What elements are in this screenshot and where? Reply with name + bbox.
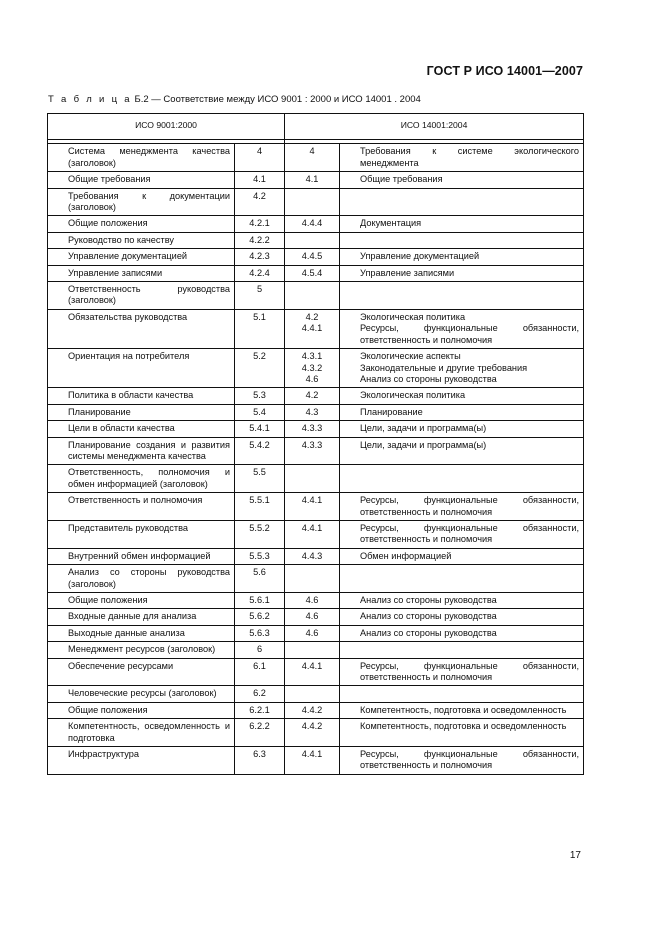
iso9001-title-cell: Политика в области качества: [48, 388, 235, 404]
iso14001-clause-cell: [285, 282, 340, 310]
iso9001-title-cell: Менеджмент ресурсов (заголовок): [48, 642, 235, 658]
iso9001-title-cell: Общие положения: [48, 702, 235, 718]
iso9001-title-cell: Инфраструктура: [48, 747, 235, 775]
iso9001-clause-cell: 4.2.1: [235, 216, 285, 232]
iso14001-clause-cell: 4.4.1: [285, 493, 340, 521]
iso14001-clause-cell: 4.4.4: [285, 216, 340, 232]
iso14001-clause-cell: 4.5.4: [285, 265, 340, 281]
iso9001-clause-cell: 6.3: [235, 747, 285, 775]
iso14001-title-cell: Цели, задачи и программа(ы): [340, 421, 584, 437]
iso9001-title-cell: Анализ со стороны руководства (заголовок): [48, 565, 235, 593]
iso14001-title-cell: Ресурсы, функциональные обязанности, ответственность и полномочия: [340, 520, 584, 548]
iso14001-clause-cell: 4.4.1: [285, 658, 340, 686]
table-row: [48, 465, 584, 493]
table-row: [48, 642, 584, 658]
iso9001-title-cell: Представитель руководства: [48, 520, 235, 548]
iso14001-title-cell: Планирование: [340, 404, 584, 420]
iso9001-clause-cell: 6.2.2: [235, 719, 285, 747]
iso14001-clause-cell: 4.1: [285, 172, 340, 188]
iso14001-title-cell: Требования к системе экологического менеджмента: [340, 144, 584, 172]
iso14001-title-cell: Экологические аспекты Законодательные и другие требования Анализ со стороны руководства: [340, 349, 584, 388]
table-row: [48, 437, 584, 465]
table-row: [48, 565, 584, 593]
iso9001-clause-cell: 6: [235, 642, 285, 658]
table-row: [48, 188, 584, 216]
document-header: ГОСТ Р ИСО 14001—2007: [426, 64, 583, 78]
iso9001-title-cell: Система менеджмента качества (заголовок): [48, 144, 235, 172]
table-row: [48, 658, 584, 686]
iso9001-clause-cell: 6.2.1: [235, 702, 285, 718]
iso9001-clause-cell: 5.2: [235, 349, 285, 388]
iso9001-clause-cell: 5.6.3: [235, 625, 285, 641]
iso9001-title-cell: Ориентация на потребителя: [48, 349, 235, 388]
iso9001-title-cell: Входные данные для анализа: [48, 609, 235, 625]
iso9001-clause-cell: 5.1: [235, 309, 285, 348]
table-header-row: [48, 114, 584, 140]
iso9001-title-cell: Управление записями: [48, 265, 235, 281]
iso9001-clause-cell: 6.2: [235, 686, 285, 702]
iso14001-clause-cell: 4.3.3: [285, 421, 340, 437]
iso14001-clause-cell: 4.6: [285, 593, 340, 609]
table-row: [48, 421, 584, 437]
iso14001-clause-cell: [285, 686, 340, 702]
iso9001-title-cell: Ответственность, полномочия и обмен информацией (заголовок): [48, 465, 235, 493]
table-row: [48, 609, 584, 625]
iso14001-clause-cell: 4.3.1 4.3.2 4.6: [285, 349, 340, 388]
table-caption: [48, 94, 421, 105]
iso9001-title-cell: Общие положения: [48, 593, 235, 609]
iso14001-title-cell: Цели, задачи и программа(ы): [340, 437, 584, 465]
table-row: [48, 548, 584, 564]
caption-label: Т а б л и ц а: [48, 94, 132, 105]
iso9001-clause-cell: 5.3: [235, 388, 285, 404]
table-row: [48, 232, 584, 248]
correspondence-table: [47, 113, 584, 775]
iso9001-title-cell: Планирование: [48, 404, 235, 420]
iso9001-clause-cell: 5.5.2: [235, 520, 285, 548]
iso9001-clause-cell: 4.2.4: [235, 265, 285, 281]
iso9001-clause-cell: 5.5.1: [235, 493, 285, 521]
iso9001-clause-cell: 5.4.2: [235, 437, 285, 465]
table-row: [48, 388, 584, 404]
iso14001-title-cell: Управление записями: [340, 265, 584, 281]
iso14001-title-cell: Анализ со стороны руководства: [340, 593, 584, 609]
table-row: [48, 747, 584, 775]
iso14001-title-cell: [340, 642, 584, 658]
iso9001-clause-cell: 4.2: [235, 188, 285, 216]
iso9001-clause-cell: 5.4.1: [235, 421, 285, 437]
iso14001-title-cell: Ресурсы, функциональные обязанности, ответственность и полномочия: [340, 747, 584, 775]
iso9001-title-cell: Планирование создания и развития системы менеджмента качества: [48, 437, 235, 465]
iso9001-title-cell: Выходные данные анализа: [48, 625, 235, 641]
iso14001-clause-cell: 4.2 4.4.1: [285, 309, 340, 348]
iso14001-clause-cell: 4.4.3: [285, 548, 340, 564]
table-body: [48, 144, 584, 774]
iso14001-clause-cell: 4.3: [285, 404, 340, 420]
iso9001-title-cell: Цели в области качества: [48, 421, 235, 437]
iso9001-title-cell: Обеспечение ресурсами: [48, 658, 235, 686]
iso9001-title-cell: Управление документацией: [48, 249, 235, 265]
table-row: [48, 625, 584, 641]
iso14001-title-cell: [340, 232, 584, 248]
iso9001-title-cell: Руководство по качеству: [48, 232, 235, 248]
table-row: [48, 593, 584, 609]
iso14001-title-cell: Анализ со стороны руководства: [340, 609, 584, 625]
iso9001-clause-cell: 5.5: [235, 465, 285, 493]
iso14001-title-cell: Анализ со стороны руководства: [340, 625, 584, 641]
iso14001-clause-cell: 4.6: [285, 625, 340, 641]
iso14001-title-cell: [340, 465, 584, 493]
iso9001-title-cell: Обязательства руководства: [48, 309, 235, 348]
iso14001-clause-cell: 4.3.3: [285, 437, 340, 465]
table-row: [48, 144, 584, 172]
iso14001-title-cell: [340, 282, 584, 310]
iso9001-clause-cell: 5.6.1: [235, 593, 285, 609]
iso9001-title-cell: Общие требования: [48, 172, 235, 188]
table-row: [48, 172, 584, 188]
iso9001-title-cell: Общие положения: [48, 216, 235, 232]
iso9001-clause-cell: 4: [235, 144, 285, 172]
table-row: [48, 249, 584, 265]
table-row: [48, 282, 584, 310]
page-number: 17: [569, 850, 581, 861]
iso9001-clause-cell: 5: [235, 282, 285, 310]
iso14001-title-cell: [340, 188, 584, 216]
iso14001-clause-cell: [285, 565, 340, 593]
table-row: [48, 216, 584, 232]
caption-text: — Соответствие между ИСО 9001 : 2000 и ИСО 14001 . 2004: [151, 94, 421, 105]
iso9001-title-cell: Ответственность руководства (заголовок): [48, 282, 235, 310]
iso14001-title-cell: Компетентность, подготовка и осведомленность: [340, 719, 584, 747]
table-row: [48, 349, 584, 388]
iso14001-clause-cell: 4: [285, 144, 340, 172]
iso14001-clause-cell: [285, 642, 340, 658]
column-header-iso14001: ИСО 14001:2004: [285, 114, 584, 140]
iso9001-title-cell: Человеческие ресурсы (заголовок): [48, 686, 235, 702]
iso14001-title-cell: Экологическая политика Ресурсы, функциональные обязанности, ответственность и полномочия: [340, 309, 584, 348]
iso9001-clause-cell: 5.6.2: [235, 609, 285, 625]
iso9001-title-cell: Внутренний обмен информацией: [48, 548, 235, 564]
caption-number: Б.2: [134, 94, 149, 105]
iso14001-title-cell: Ресурсы, функциональные обязанности, ответственность и полномочия: [340, 493, 584, 521]
table-row: [48, 520, 584, 548]
iso14001-title-cell: Общие требования: [340, 172, 584, 188]
iso14001-clause-cell: 4.2: [285, 388, 340, 404]
iso14001-title-cell: Управление документацией: [340, 249, 584, 265]
table-row: [48, 702, 584, 718]
iso14001-clause-cell: 4.4.1: [285, 520, 340, 548]
iso14001-title-cell: Экологическая политика: [340, 388, 584, 404]
table-row: [48, 686, 584, 702]
iso9001-title-cell: Требования к документации (заголовок): [48, 188, 235, 216]
iso14001-clause-cell: [285, 232, 340, 248]
table-row: [48, 493, 584, 521]
iso9001-clause-cell: 4.1: [235, 172, 285, 188]
iso14001-clause-cell: 4.6: [285, 609, 340, 625]
iso14001-clause-cell: 4.4.2: [285, 719, 340, 747]
table-row: [48, 719, 584, 747]
iso14001-title-cell: Ресурсы, функциональные обязанности, ответственность и полномочия: [340, 658, 584, 686]
iso14001-clause-cell: 4.4.5: [285, 249, 340, 265]
iso9001-title-cell: Ответственность и полномочия: [48, 493, 235, 521]
iso9001-clause-cell: 5.5.3: [235, 548, 285, 564]
table-row: [48, 309, 584, 348]
iso14001-title-cell: Компетентность, подготовка и осведомленность: [340, 702, 584, 718]
table-row: [48, 265, 584, 281]
iso14001-clause-cell: [285, 188, 340, 216]
iso9001-clause-cell: 4.2.3: [235, 249, 285, 265]
iso9001-clause-cell: 5.6: [235, 565, 285, 593]
iso14001-title-cell: [340, 686, 584, 702]
column-header-iso9001: ИСО 9001:2000: [48, 114, 285, 140]
table-row: [48, 404, 584, 420]
iso9001-clause-cell: 5.4: [235, 404, 285, 420]
iso9001-title-cell: Компетентность, осведомленность и подготовка: [48, 719, 235, 747]
iso14001-clause-cell: 4.4.2: [285, 702, 340, 718]
iso9001-clause-cell: 6.1: [235, 658, 285, 686]
iso14001-title-cell: [340, 565, 584, 593]
iso14001-title-cell: Документация: [340, 216, 584, 232]
iso14001-clause-cell: [285, 465, 340, 493]
iso9001-clause-cell: 4.2.2: [235, 232, 285, 248]
iso14001-clause-cell: 4.4.1: [285, 747, 340, 775]
iso14001-title-cell: Обмен информацией: [340, 548, 584, 564]
